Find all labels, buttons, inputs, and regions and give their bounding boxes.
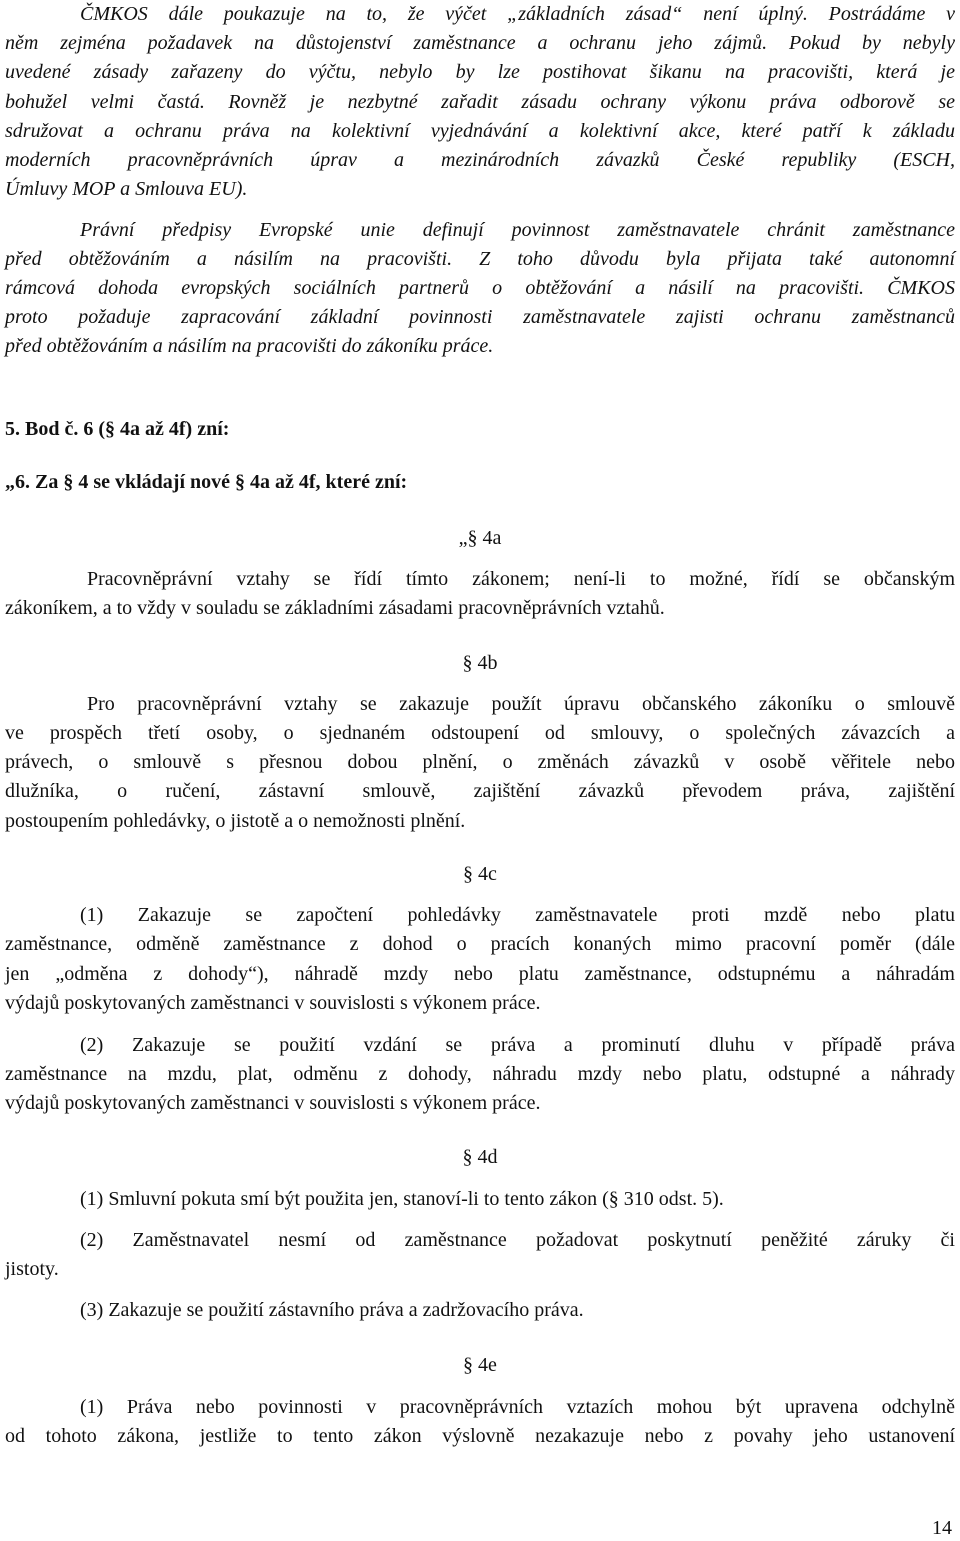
section-4c-title: § 4c xyxy=(463,863,497,885)
intro-line-6: moderních pracovněprávních úprav a mezinárodních závazků České republiky (ESCH, xyxy=(5,149,955,171)
section-4e-title: § 4e xyxy=(463,1354,497,1376)
page-number: 14 xyxy=(932,1517,952,1539)
intro-line-4: bohužel velmi častá. Rovněž je nezbytné zařadit zásadu ochrany výkonu práva odborově se xyxy=(5,91,955,113)
s4b-line-1: Pro pracovněprávní vztahy se zakazuje použít úpravu občanského zákoníku o smlouvě xyxy=(87,693,955,715)
intro-line-7: Úmluvy MOP a Smlouva EU). xyxy=(5,178,248,200)
s4c-p1-line-2: zaměstnance, odměně zaměstnance z dohod o pracích konaných mimo pracovní poměr (dále xyxy=(5,933,955,955)
s4d-p1: (1) Smluvní pokuta smí být použita jen, stanoví-li to tento zákon (§ 310 odst. 5). xyxy=(80,1188,724,1210)
heading-insert: „6. Za § 4 se vkládají nové § 4a až 4f, které zní: xyxy=(5,471,408,493)
s4c-p1-line-4: výdajů poskytovaných zaměstnanci v souvislosti s výkonem práce. xyxy=(5,992,541,1014)
intro-line-1: ČMKOS dále poukazuje na to, že výčet „základních zásad“ není úplný. Postrádáme v xyxy=(80,3,955,25)
s4b-line-2: ve prospěch třetí osoby, o sjednaném odstoupení od smlouvy, o společných závazcích a xyxy=(5,722,955,744)
s4c-p1-line-1: (1) Zakazuje se započtení pohledávky zaměstnavatele proti mzdě nebo platu xyxy=(80,904,955,926)
s4b-line-4: dlužníka, o ručení, zástavní smlouvě, zajištění závazků převodem práva, zajištění xyxy=(5,780,955,802)
s4b-line-3: právech, o smlouvě s přesnou dobou plnění, o změnách závazků v osobě věřitele nebo xyxy=(5,751,955,773)
eu-line-3: rámcová dohoda evropských sociálních partnerů o obtěžování a násilí na pracovišti. ČMKOS xyxy=(5,277,955,299)
intro-line-3: uvedené zásady zařazeny do výčtu, nebylo by lze postihovat šikanu na pracovišti, která je xyxy=(5,61,955,83)
s4d-p2-line-1: (2) Zaměstnavatel nesmí od zaměstnance požadovat poskytnutí peněžité záruky či xyxy=(80,1229,955,1251)
section-4b-title: § 4b xyxy=(462,652,498,674)
heading-bod: 5. Bod č. 6 (§ 4a až 4f) zní: xyxy=(5,418,230,440)
s4e-line-2: od tohoto zákona, jestliže to tento zákon výslovně nezakazuje nebo z povahy jeho ustanovení xyxy=(5,1425,955,1447)
eu-line-4: proto požaduje zapracování základní povinnosti zaměstnavatele zajisti ochranu zaměstnanců xyxy=(5,306,955,328)
eu-line-2: před obtěžováním a násilím na pracovišti. Z toho důvodu byla přijata také autonomní xyxy=(5,248,955,270)
s4c-p2-line-1: (2) Zakazuje se použití vzdání se práva a prominutí dluhu v případě práva xyxy=(80,1034,955,1056)
s4a-line-1: Pracovněprávní vztahy se řídí tímto zákonem; není-li to možné, řídí se občanským xyxy=(87,568,955,590)
s4a-line-2: zákoníkem, a to vždy v souladu se základními zásadami pracovněprávních vztahů. xyxy=(5,597,665,619)
eu-line-1: Právní předpisy Evropské unie definují povinnost zaměstnavatele chránit zaměstnance xyxy=(80,219,955,241)
s4d-p2-line-2: jistoty. xyxy=(5,1258,59,1280)
s4c-p2-line-3: výdajů poskytovaných zaměstnanci v souvislosti s výkonem práce. xyxy=(5,1092,541,1114)
s4c-p2-line-2: zaměstnance na mzdu, plat, odměnu z dohody, náhradu mzdy nebo platu, odstupné a náhrady xyxy=(5,1063,955,1085)
intro-line-5: sdružovat a ochranu práva na kolektivní vyjednávání a kolektivní akce, které patří k základu xyxy=(5,120,955,142)
eu-line-5: před obtěžováním a násilím na pracovišti do zákoníku práce. xyxy=(5,335,494,357)
s4e-line-1: (1) Práva nebo povinnosti v pracovněprávních vztazích mohou být upravena odchylně xyxy=(80,1396,955,1418)
s4c-p1-line-3: jen „odměna z dohody“), náhradě mzdy nebo platu zaměstnance, odstupnému a náhradám xyxy=(5,963,955,985)
s4b-line-5: postoupením pohledávky, o jistotě a o nemožnosti plnění. xyxy=(5,810,466,832)
section-4a-title: „§ 4a xyxy=(458,527,502,549)
s4d-p3: (3) Zakazuje se použití zástavního práva a zadržovacího práva. xyxy=(80,1299,584,1321)
section-4d-title: § 4d xyxy=(462,1146,498,1168)
intro-line-2: něm zejména požadavek na důstojenství zaměstnance a ochranu jeho zájmů. Pokud by nebyly xyxy=(5,32,955,54)
